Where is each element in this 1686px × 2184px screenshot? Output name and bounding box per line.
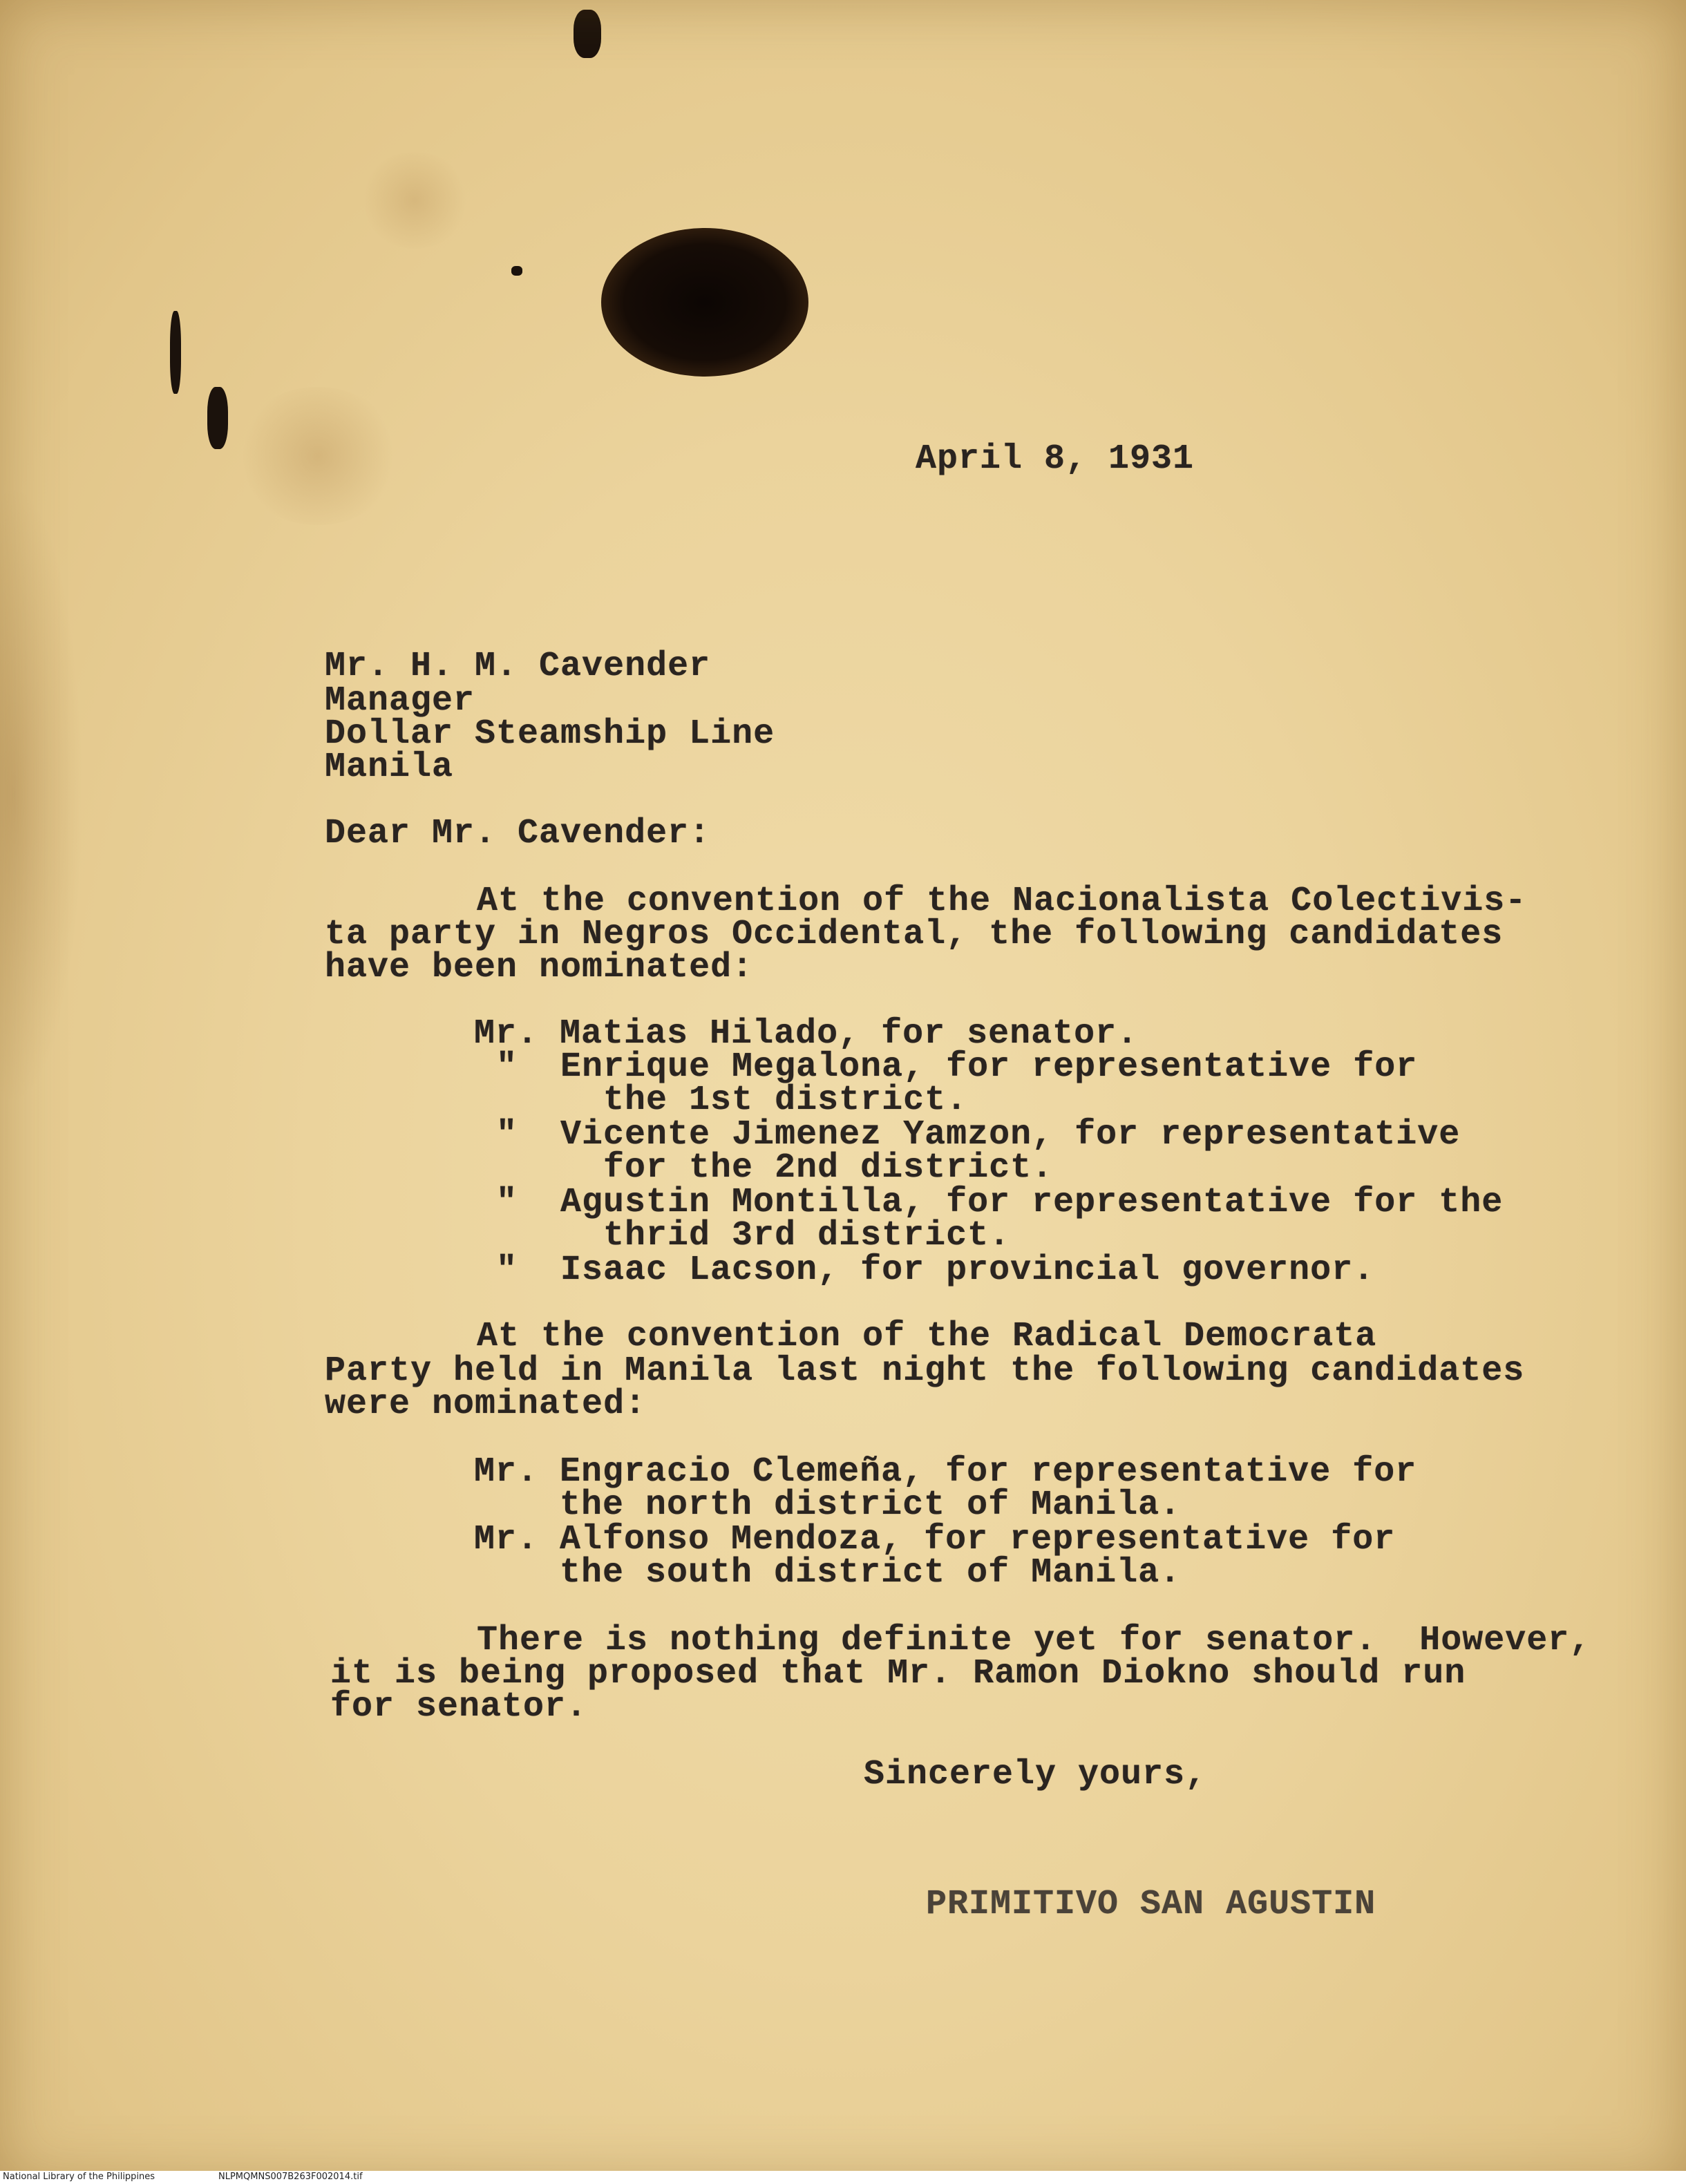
paragraph2-line: were nominated: (325, 1385, 647, 1424)
ink-blot-left-3 (511, 266, 522, 276)
candidate-list-item: the north district of Manila. (474, 1485, 1182, 1525)
ink-blot-left-2 (207, 387, 228, 449)
candidate-list-item: Mr. Matias Hilado, for senator. (474, 1014, 1139, 1054)
paragraph3-line: it is being proposed that Mr. Ramon Diokno should run (330, 1654, 1466, 1693)
candidate-list-item: " Agustin Montilla, for representative for the (496, 1183, 1504, 1222)
closing: Sincerely yours, (864, 1755, 1207, 1794)
salutation: Dear Mr. Cavender: (325, 814, 711, 853)
paragraph3-line: for senator. (330, 1687, 588, 1727)
letter-date: April 8, 1931 (916, 439, 1195, 479)
recipient-company: Dollar Steamship Line (325, 714, 775, 754)
paragraph1-line: have been nominated: (325, 948, 754, 987)
recipient-name: Mr. H. M. Cavender (325, 647, 711, 686)
candidate-list-item: Mr. Engracio Clemeña, for representative for (474, 1452, 1417, 1492)
scan-footer (0, 2171, 1686, 2184)
candidate-list-item: thrid 3rd district. (496, 1216, 1011, 1255)
candidate-list-item: " Isaac Lacson, for provincial governor. (496, 1251, 1375, 1290)
paragraph3-line: There is nothing definite yet for senator. However, (477, 1621, 1591, 1660)
ink-blot-left-1 (170, 311, 181, 394)
signature-name: PRIMITIVO SAN AGUSTIN (926, 1885, 1376, 1924)
water-stain-top (359, 152, 470, 249)
footer-library: National Library of the Philippines (3, 2172, 155, 2182)
edge-stain-left (0, 484, 83, 1105)
burn-hole (601, 228, 808, 377)
candidate-list-item: the 1st district. (496, 1081, 968, 1120)
candidate-list-item: the south district of Manila. (474, 1553, 1182, 1593)
candidate-list-item: " Enrique Megalona, for representative for (496, 1047, 1418, 1087)
recipient-city: Manila (325, 748, 454, 787)
candidate-list-item: for the 2nd district. (496, 1148, 1054, 1188)
candidate-list-item: Mr. Alfonso Mendoza, for representative for (474, 1520, 1396, 1559)
water-stain-left (235, 387, 401, 525)
paragraph2-line: At the convention of the Radical Democrata (477, 1317, 1377, 1356)
ink-blot-top (574, 10, 601, 58)
recipient-title: Manager (325, 681, 475, 721)
paragraph1-line: At the convention of the Nacionalista Colectivis- (477, 882, 1527, 921)
paragraph2-line: Party held in Manila last night the following candidates (325, 1351, 1525, 1391)
paragraph1-line: ta party in Negros Occidental, the following candidates (325, 915, 1504, 954)
candidate-list-item: " Vicente Jimenez Yamzon, for representative (496, 1115, 1461, 1155)
footer-filename: NLPMQMNS007B263F002014.tif (218, 2172, 363, 2182)
